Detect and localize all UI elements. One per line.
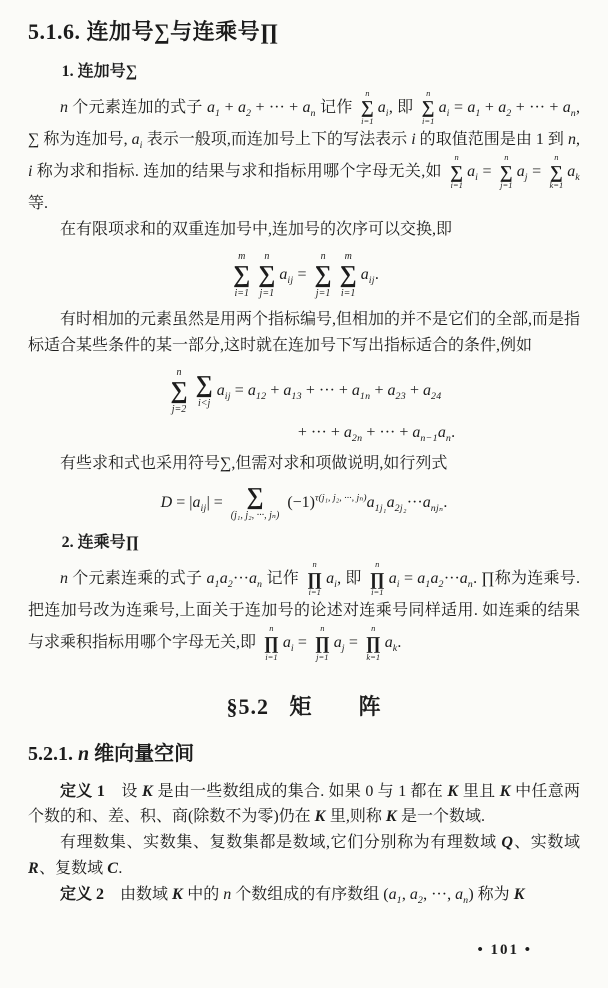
pi-symbol: ∏ [365, 632, 381, 653]
bold-italic-variable: K [314, 808, 326, 826]
sigma-symbol: ∑ [421, 97, 435, 118]
page-number: • 101 • [477, 941, 532, 958]
math-variable: a [360, 265, 369, 283]
math-subscript: j [341, 643, 345, 655]
math-variable: a [219, 569, 228, 587]
summation-operator [500, 153, 513, 191]
chapter-title: 矩 阵 [289, 693, 382, 719]
math-variable: D [160, 494, 173, 512]
summation-operator [422, 89, 435, 127]
lower-limit: j=2 [171, 403, 187, 415]
formula-double-sum: m ∑ i=1 n ∑ j=1 $a_{ij}$ = n ∑ j=1 m ∑ i=1 $a_{ij}$. [233, 251, 379, 299]
summation-operator [361, 89, 374, 127]
math-subscript: 1 [396, 895, 402, 907]
lower-limit: i=1 [234, 287, 249, 299]
lower-limit: i=1 [340, 287, 356, 299]
math-subscript: ij [368, 275, 375, 287]
math-variable: i [28, 162, 33, 180]
math-variable: a [409, 886, 418, 904]
math-subscript: n [467, 578, 474, 590]
pi-symbol: ∏ [307, 568, 323, 589]
math-subscript: 2j₂ [394, 503, 407, 515]
math-subscript: ij [287, 275, 294, 287]
math-variable: a [516, 162, 525, 180]
summation-operator [233, 251, 250, 299]
bold-italic-variable: K [499, 782, 511, 800]
upper-limit: n [371, 623, 376, 634]
math-subscript: 24 [431, 391, 442, 403]
math-subscript: i [385, 107, 389, 119]
upper-limit: n [312, 558, 317, 569]
math-subscript: 2n [351, 433, 363, 445]
math-subscript: 1 [425, 578, 431, 590]
lower-limit: j=1 [500, 180, 513, 191]
math-variable: a [247, 381, 256, 399]
upper-limit: n [454, 151, 459, 162]
upper-limit: m [238, 251, 246, 263]
bold-italic-variable: K [142, 782, 154, 800]
lower-limit: i=1 [361, 116, 374, 127]
math-variable: a [498, 98, 507, 116]
math-variable: a [567, 162, 576, 180]
summation-operator [340, 251, 357, 299]
math-variable: a [206, 569, 215, 587]
formula-determinant: $D = |a_{ij}|$ = ∑ (j₁, j₂, ···, jₙ) $(-1)^{\tau(j_1, j_2, \cdot\cdot\cdot, j_n)}a_{1j_1}a_{2j_2}\cdot\cdot\cdot a_{nj_n}$. [160, 484, 448, 522]
upper-limit: n [320, 251, 326, 263]
math-variable: a [216, 381, 225, 399]
math-variable: a [283, 381, 292, 399]
lower-limit: i=1 [308, 587, 321, 598]
sigma-symbol: ∑ [360, 97, 374, 118]
sigma-symbol: ∑ [314, 261, 332, 288]
sigma-symbol: ∑ [339, 261, 357, 288]
formula-conditional-sum-line2: + ··· + $a_{2n}$ + ··· + $a_{n-1}a_n$. [297, 424, 456, 445]
math-subscript: k [392, 643, 398, 655]
pi-symbol: ∏ [264, 632, 279, 653]
math-subscript: 1 [475, 107, 481, 119]
math-variable: a [192, 494, 201, 512]
math-variable: a [326, 569, 335, 587]
math-subscript: n [445, 433, 452, 445]
para-partial-sum-intro: 有时相加的元素虽然是用两个指标编号,但相加的并不是它们的全部,而是指标适合某些条件的某一部分,这时就在连加号下写出指标适合的条件,例如 [28, 311, 581, 355]
bold-italic-variable: K [447, 782, 459, 800]
math-subscript: ij [224, 391, 231, 403]
lower-limit: i<j [197, 398, 211, 409]
para-prod-intro: n 个元素连乘的式子 $a_1a_2\cdot\cdot\cdot a_n$ 记作 n ∏ i=1 $a_i$, 即 n ∏ i=1 $a_i = a_1a_2\cdot\cdot\cdot a_n$. ∏称为连乘号. 把连加号改为连乘号,上面关于连加号的论述对连乘号同样适用. 如连乘的结果与求乘积指标用哪个字母无关,即 n ∏ i=1 $a_i$ = n ∏ j=1 $a_j$ = n ∏ k=1 $a_k$. [28, 558, 580, 662]
lower-limit: j=1 [316, 651, 329, 662]
para-definition-1: 定义 1 设 K 是由一些数组成的集合. 如果 0 与 1 都在 K 里且 K 中任意两个数的和、差、积、商(除数不为零)仍在 K 里,则称 K 是一个数域. [28, 782, 580, 826]
pi-symbol: ∏ [369, 568, 385, 589]
math-subscript: ij [200, 503, 207, 515]
bold-term: 定义 2 [60, 886, 105, 904]
math-subscript: 2 [227, 578, 233, 590]
math-subscript: k [575, 171, 580, 183]
product-operator [366, 624, 381, 662]
math-subscript: 13 [291, 391, 302, 403]
sigma-symbol: ∑ [233, 261, 251, 288]
product-operator [307, 560, 322, 598]
math-variable: a [437, 424, 446, 442]
math-variable: a [423, 381, 432, 399]
math-variable: a [388, 569, 397, 587]
upper-limit: m [344, 251, 352, 263]
bold-italic-variable: R [28, 860, 40, 878]
upper-limit: n [365, 87, 370, 98]
para-determinant-intro: 有些求和式也采用符号∑,但需对求和项做说明,如行列式 [60, 455, 448, 473]
product-operator [264, 624, 279, 662]
math-subscript: 12 [255, 391, 267, 403]
math-subscript: i [334, 578, 338, 590]
math-variable: a [302, 98, 311, 116]
para-number-fields: 有理数集、实数集、复数集都是数域,它们分别称为有理数域 Q、实数域 R、复数域 C. [28, 834, 580, 878]
math-variable: a [282, 633, 291, 651]
upper-limit: n [176, 367, 182, 379]
math-variable: a [386, 494, 395, 512]
bold-italic-variable: K [385, 808, 398, 826]
math-variable: i [411, 130, 416, 148]
math-subscript: n [256, 578, 263, 590]
math-subscript: n [463, 895, 469, 907]
math-variable: a [562, 98, 571, 116]
math-variable: n [60, 569, 68, 587]
math-subscript: n [310, 107, 316, 119]
math-subscript: njₙ [430, 503, 444, 515]
math-subscript: 1 [215, 107, 221, 119]
math-variable: a [455, 886, 464, 904]
sigma-symbol: ∑ [246, 484, 264, 511]
lower-limit: j=1 [259, 287, 275, 299]
math-variable: a [422, 494, 431, 512]
math-variable: n [223, 886, 232, 904]
upper-limit: n [320, 623, 325, 634]
math-variable: a [387, 381, 396, 399]
bold-italic-variable: Q [501, 834, 514, 852]
math-variable: n [567, 130, 576, 148]
math-variable: a [467, 162, 476, 180]
math-variable: a [388, 886, 397, 904]
para-definition-2: 定义 2 由数域 K 中的 n 个数组成的有序数组 ($a_1$, $a_2$, ···, $a_n$) 称为 K [60, 886, 525, 907]
math-subscript: 2 [506, 107, 512, 119]
math-variable: a [377, 98, 386, 116]
lower-limit: j=1 [315, 287, 331, 299]
upper-limit: n [375, 558, 380, 569]
pi-symbol: ∏ [314, 632, 330, 653]
summation-operator [550, 153, 564, 191]
math-variable: a [343, 424, 352, 442]
math-variable: a [248, 569, 257, 587]
summation-operator [450, 153, 463, 191]
math-subscript: 23 [395, 391, 406, 403]
math-subscript: n−1 [420, 433, 438, 445]
math-subscript: 2 [438, 578, 444, 590]
formula-conditional-sum-line1: n ∑ j=2 ∑ i<j $a_{ij} = a_{12} + a_{13}$ + ··· + $a_{1n} + a_{23} + a_{24}$ [170, 367, 442, 415]
math-variable: n [60, 98, 68, 116]
summation-operator [258, 251, 275, 299]
math-subscript: 1 [214, 578, 220, 590]
lower-limit: k=1 [549, 180, 564, 191]
upper-limit: n [504, 151, 509, 162]
upper-limit: n [426, 87, 431, 98]
math-variable: a [430, 569, 439, 587]
product-operator [315, 624, 330, 662]
sigma-symbol: ∑ [549, 161, 563, 182]
math-variable: a [131, 130, 140, 148]
heading-5-1-6: 5.1.6. 连加号∑与连乘号∏ [28, 19, 279, 44]
math-subscript: i [139, 140, 143, 152]
math-variable: n [78, 743, 90, 766]
math-variable: a [279, 265, 288, 283]
math-subscript: j [524, 171, 528, 183]
math-subscript: 1n [359, 391, 371, 403]
math-subscript: 1j₁ [374, 503, 387, 515]
heading-5-2-1: 5.2.1. n 维向量空间 [28, 743, 195, 766]
summation-operator [231, 485, 280, 522]
lower-limit: i=1 [422, 116, 435, 127]
heading-5-2 [28, 689, 580, 725]
sigma-symbol: ∑ [450, 161, 464, 182]
lower-limit: k=1 [366, 651, 381, 662]
product-operator [370, 560, 385, 598]
math-variable: a [333, 633, 342, 651]
math-variable: a [467, 98, 476, 116]
bold-term: 定义 1 [60, 782, 105, 800]
math-variable: a [384, 633, 393, 651]
subheading-sum: 1. 连加号∑ [61, 62, 138, 80]
lower-limit: (j₁, j₂, ···, jₙ) [230, 510, 280, 522]
math-variable: a [237, 98, 246, 116]
sigma-symbol: ∑ [499, 161, 513, 182]
math-variable: a [417, 569, 426, 587]
summation-operator [196, 373, 213, 410]
chapter-number: §5.2 [226, 693, 269, 719]
lower-limit: i=1 [371, 587, 384, 598]
upper-limit: n [269, 623, 274, 634]
math-subscript: n [570, 107, 576, 119]
upper-limit: n [264, 251, 270, 263]
bold-italic-variable: C [107, 860, 119, 878]
math-variable: a [412, 424, 421, 442]
math-superscript: τ(j₁, j₂, ···, jₙ) [315, 492, 367, 504]
summation-operator [170, 367, 187, 415]
bold-italic-variable: K [513, 886, 525, 904]
bold-italic-variable: K [172, 886, 184, 904]
sigma-symbol: ∑ [170, 377, 188, 404]
sigma-symbol: ∑ [195, 371, 213, 398]
para-double-sum-intro: 在有限项求和的双重连加号中,连加号的次序可以交换,即 [60, 221, 453, 239]
sigma-symbol: ∑ [258, 261, 276, 288]
math-variable: a [351, 381, 360, 399]
math-subscript: 2 [417, 895, 424, 907]
math-subscript: i [475, 171, 479, 183]
math-subscript: i [446, 107, 450, 119]
math-subscript: 2 [245, 107, 252, 119]
summation-operator [315, 251, 332, 299]
lower-limit: i=1 [265, 651, 278, 662]
math-subscript: i [290, 643, 294, 655]
subheading-prod: 2. 连乘号∏ [61, 533, 139, 551]
math-subscript: i [396, 578, 400, 590]
math-variable: a [207, 98, 216, 116]
math-variable: a [438, 98, 447, 116]
para-sum-intro: n 个元素连加的式子 $a_1 + a_2$ + ··· + $a_n$ 记作 n ∑ i=1 $a_i$, 即 n ∑ i=1 $a_i = a_1 + a_2$ + ··· + $a_n$, ∑ 称为连加号, $a_i$ 表示一般项,而连加号上下的写法表示 i 的取值范围是由 1 到 n, i 称为求和指标. 连加的结果与求和指标用哪个字母无关,如 n ∑ i=1 $a_i$ = n ∑ j=1 $a_j$ = n ∑ k=1 $a_k$ 等. [28, 87, 580, 213]
lower-limit: i=1 [450, 180, 463, 191]
math-variable: a [459, 569, 468, 587]
upper-limit: n [554, 151, 559, 162]
math-variable: a [366, 494, 375, 512]
